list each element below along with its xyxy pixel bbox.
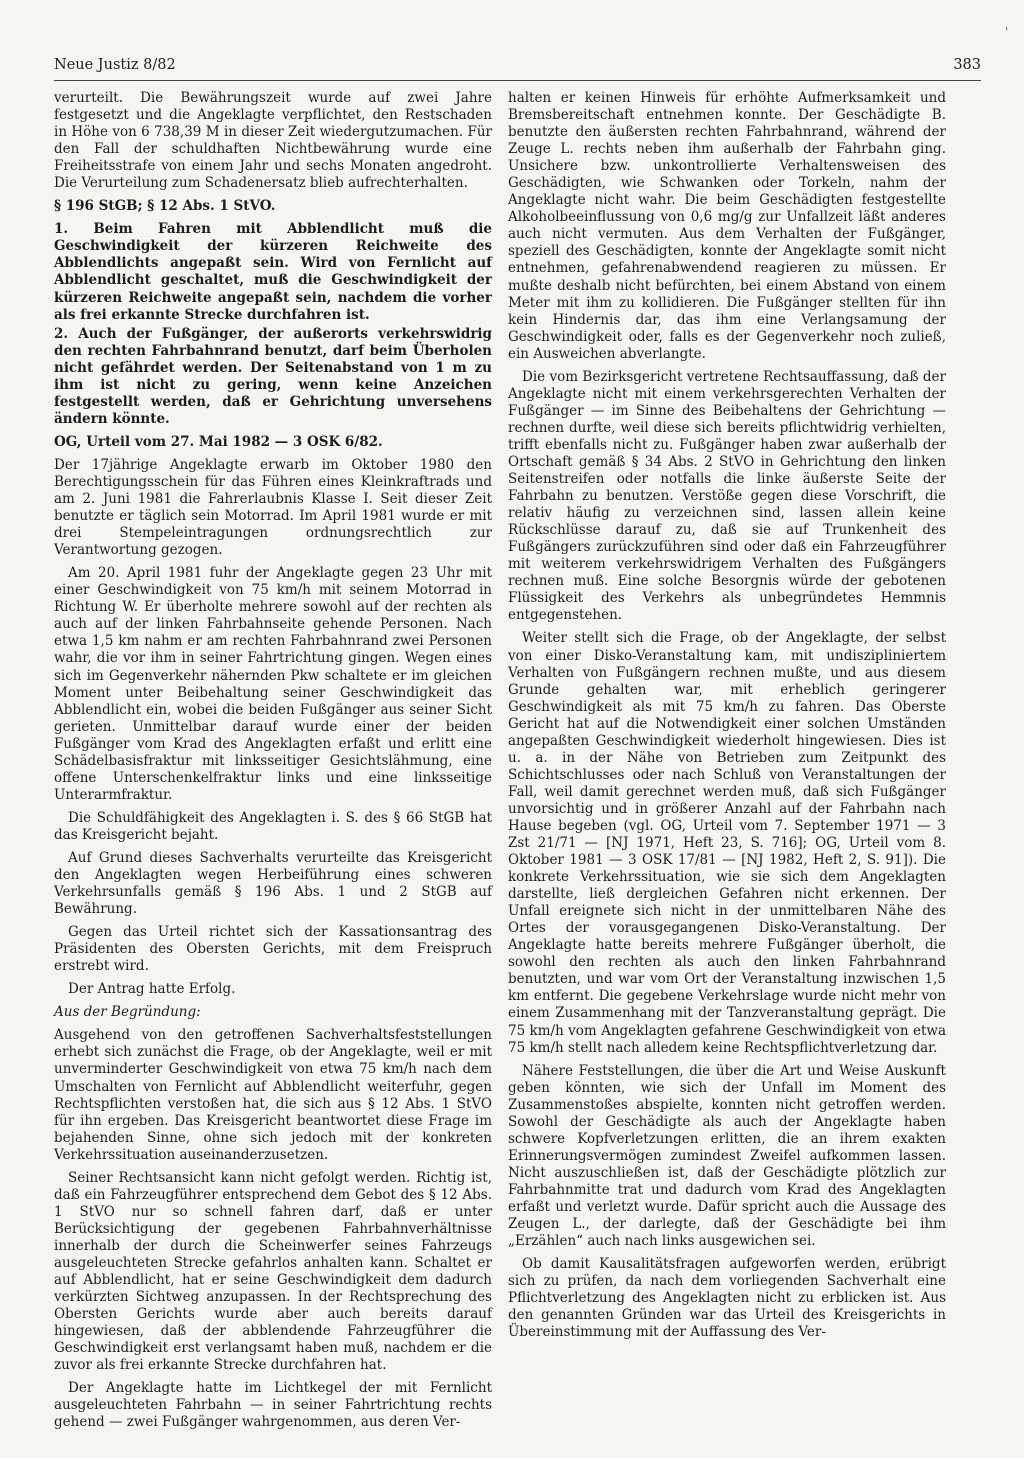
paragraph: Der 17jährige Angeklagte erwarb im Oktober 1980 den Berechtigungsschein für das Führen eines Kleinkraftrads und am 2. Juni 1981 die Fahrerlaubnis Klasse I. Seit dieser Zeit benutzte er täglich sein Motorrad. Im April 1981 wurde er mit drei Stempeleintragungen ordnungsrechtlich zur Verantwortung gezogen. — [54, 456, 492, 559]
paragraph: halten er keinen Hinweis für erhöhte Aufmerksamkeit und Bremsbereitschaft entnehmen konnte. Der Geschädigte B. benutzte den äußersten rechten Fahrbahnrand, während der Zeuge L. rechts neben ihm außerhalb der Fahrbahn ging. Unsichere bzw. unkontrollierte Verhaltensweisen des Geschädigten, wie Schwanken oder Torkeln, nahm der Angeklagte nicht wahr. Die beim Geschädigten festgestellte Alkoholbeeinflussung von 0,6 mg/g zur Unfallzeit läßt anderes auch nicht vermuten. Aus dem Verhalten der Fußgänger, speziell des Geschädigten, konnte der Angeklagte somit nicht entnehmen, gefahrenabwendend reagieren zu müssen. Er mußte deshalb nicht befürchten, bei einem Abstand von einem Meter mit ihm zu kollidieren. Die Fußgänger stellten für ihn kein Hindernis dar, das ihm eine Verlangsamung der Geschwindigkeit oder, falls es der Gegenverkehr noch zuließ, ein Ausweichen abverlangte. — [508, 90, 946, 362]
headnote-1: 1. Beim Fahren mit Abblendlicht muß die Geschwindigkeit der kürzeren Reichweite des Abblendlichts angepaßt sein. Wird von Fernlicht auf Abblendlicht geschaltet, muß die Geschwindigkeit der kürzeren Reichweite angepaßt sein, nachdem die vorher als frei erkannte Strecke durchfahren ist. — [54, 221, 492, 323]
paragraph: Der Angeklagte hatte im Lichtkegel der mit Fernlicht ausgeleuchteten Fahrbahn — in seiner Fahrtrichtung rechts gehend — zwei Fußgänger wahrgenommen, aus deren Ver- — [54, 1380, 492, 1431]
paragraph: Ausgehend von den getroffenen Sachverhaltsfeststellungen erhebt sich zunächst die Frage, ob der Angeklagte, weil er mit unverminderter Geschwindigkeit von etwa 75 km/h nach dem Umschalten von Fernlicht auf Abblendlicht weiterfuhr, gegen Rechtspflichten verstoßen hat, die sich aus § 12 Abs. 1 StVO für ihn ergeben. Das Kreisgericht beantwortet diese Frage im bejahenden Sinne, ohne sich jedoch mit der konkreten Verkehrssituation auseinanderzusetzen. — [54, 1027, 492, 1163]
headnote-2: 2. Auch der Fußgänger, der außerorts verkehrswidrig den rechten Fahrbahnrand benutzt, darf beim Überholen nicht gefährdet werden. Der Seitenabstand von 1 m zu ihm ist nicht zu gering, wenn keine Anzeichen festgestellt werden, daß er Gehrichtung unversehens ändern könnte. — [54, 325, 492, 427]
paragraph: Auf Grund dieses Sachverhalts verurteilte das Kreisgericht den Angeklagten wegen Herbeiführung eines schweren Verkehrsunfalls gemäß § 196 Abs. 1 und 2 StGB auf Bewährung. — [54, 849, 492, 918]
paragraph: Seiner Rechtsansicht kann nicht gefolgt werden. Richtig ist, daß ein Fahrzeugführer entsprechend dem Gebot des § 12 Abs. 1 StVO nur so schnell fahren darf, daß er unter Berücksichtigung der gegebenen Fahrbahnverhältnisse innerhalb der durch die Scheinwerfer seines Fahrzeugs ausgeleuchteten Strecke gefahrlos anhalten kann. Schaltet er auf Abblendlicht, hat er seine Geschwindigkeit dem dadurch verkürzten Sichtweg anzupassen. In der Rechtsprechung des Obersten Gerichts wurde aber auch bereits darauf hingewiesen, daß der abblendende Fahrzeugführer die Geschwindigkeit erst verlangsamt haben muß, nachdem er die zuvor als frei erkannte Strecke durchfahren hat. — [54, 1169, 492, 1374]
paragraph: verurteilt. Die Bewährungszeit wurde auf zwei Jahre festgesetzt und die Angeklagte verpflichtet, den Restschaden in Höhe von 6 738,39 M in dieser Zeit wiedergutzumachen. Für den Fall der schuldhaften Nichtbewährung wurde eine Freiheitsstrafe von einem Jahr und sechs Monaten angedroht. Die Verurteilung zum Schadenersatz blieb aufrechterhalten. — [54, 90, 492, 192]
reasons-heading: Aus der Begründung: — [54, 1004, 201, 1021]
paragraph: Der Antrag hatte Erfolg. — [68, 981, 236, 998]
paragraph: Die Schuldfähigkeit des Angeklagten i. S. des § 66 StGB hat das Kreisgericht bejaht. — [54, 809, 492, 843]
paragraph: Am 20. April 1981 fuhr der Angeklagte gegen 23 Uhr mit einer Geschwindigkeit von 75 km/h mit seinem Motorrad in Richtung W. Er überholte mehrere sowohl auf der rechten als auch auf der linken Fahrbahnseite gehende Personen. Nach etwa 1,5 km nahm er am rechten Fahrbahnrand zwei Personen wahr, die vor ihm in seiner Fahrtrichtung gingen. Wegen eines sich im Gegenverkehr nähernden Pkw schaltete er im gleichen Moment unter Beibehaltung seiner Geschwindigkeit das Abblendlicht ein, wobei die beiden Fußgänger aus seiner Sicht gerieten. Unmittelbar darauf wurde einer der beiden Fußgänger vom Krad des Angeklagten erfaßt und erlitt eine Schädelbasisfraktur mit linksseitiger Gesichtslähmung, eine offene Unterschenkelfraktur links und eine linksseitige Unterarmfraktur. — [54, 565, 492, 803]
journal-title: Neue Justiz 8/82 — [54, 57, 176, 73]
page-header — [54, 55, 981, 75]
right-column — [508, 90, 946, 1347]
left-column — [54, 90, 492, 1437]
header-rule — [54, 80, 981, 81]
margin-mark: ' — [1005, 25, 1009, 39]
paragraph: Ob damit Kausalitätsfragen aufgeworfen werden, erübrigt sich zu prüfen, da nach dem vorliegenden Sachverhalt eine Pflichtverletzung des Angeklagten nicht zu erblicken ist. Aus den genannten Gründen war das Urteil des Kreisgerichts in Übereinstimmung mit der Auffassung des Ver- — [508, 1256, 946, 1341]
paragraph: Nähere Feststellungen, die über die Art und Weise Auskunft geben könnten, wie sich der Unfall im Moment des Zusammenstoßes abspielte, konnten nicht getroffen werden. Sowohl der Geschädigte als auch der Angeklagte haben schwere Kopfverletzungen erlitten, die an ihrem exakten Erinnerungsvermögen zumindest Zweifel aufkommen lassen. Nicht auszuschließen ist, daß der Geschädigte plötzlich zur Fahrbahnmitte trat und dadurch vom Krad des Angeklagten erfaßt und verletzt wurde. Dafür spricht auch die Aussage des Zeugen L., der darlegte, daß der Geschädigte bei ihm „Erzählen“ auch nach links ausgewichen sei. — [508, 1062, 946, 1250]
paragraph: Gegen das Urteil richtet sich der Kassationsantrag des Präsidenten des Obersten Gerichts, mit dem Freispruch erstrebt wird. — [54, 924, 492, 975]
decision-citation: OG, Urteil vom 27. Mai 1982 — 3 OSK 6/82. — [54, 433, 383, 450]
page-number: 383 — [953, 57, 981, 73]
norms-heading: § 196 StGB; § 12 Abs. 1 StVO. — [54, 198, 276, 215]
paragraph: Die vom Bezirksgericht vertretene Rechtsauffassung, daß der Angeklagte nicht mit einem verkehrsgerechten Verhalten der Fußgänger — im Sinne des Beibehaltens der Gehrichtung — rechnen durfte, weil diese sich bereits pflichtwidrig verhielten, trifft ebenfalls nicht zu. Fußgänger haben zwar außerhalb der Ortschaft gemäß § 34 Abs. 2 StVO in Gehrichtung den linken Seitenstreifen oder notfalls die linke äußerste Seite der Fahrbahn zu benutzen. Verstöße gegen diese Vorschrift, die relativ häufig zu verzeichnen sind, lassen allein keine Rückschlüsse darauf zu, daß sie auf Trunkenheit des Fußgängers zurückzuführen sind oder daß ein Fahrzeugführer mit weiterem verkehrswidrigem Verhalten des Fußgängers rechnen muß. Eine solche Besorgnis würde der gebotenen Flüssigkeit des Verkehrs als unbegründetes Hemmnis entgegenstehen. — [508, 368, 946, 624]
paragraph: Weiter stellt sich die Frage, ob der Angeklagte, der selbst von einer Disko-Veranstaltung kam, mit undiszipliniertem Verhalten von Fußgängern rechnen mußte, und aus diesem Grunde gehalten war, mit erheblich geringerer Geschwindigkeit als mit 75 km/h zu fahren. Das Oberste Gericht hat auf die Notwendigkeit einer solchen Umständen angepaßten Geschwindigkeit wiederholt hingewiesen. Dies ist u. a. in der Nähe von Betrieben zum Zeitpunkt des Schichtschlusses oder nach Schluß von Veranstaltungen der Fall, weil damit gerechnet werden muß, daß sich Fußgänger unvorsichtig und in größerer Anzahl auf der Fahrbahn nach Hause begeben (vgl. OG, Urteil vom 7. September 1971 — 3 Zst 21/71 — [NJ 1971, Heft 23, S. 716]; OG, Urteil vom 8. Oktober 1981 — 3 OSK 17/81 — [NJ 1982, Heft 2, S. 91]). Die konkrete Verkehrssituation, wie sie sich dem Angeklagten darstellte, ließ dergleichen Gefahren nicht erkennen. Der Unfall ereignete sich nicht in der unmittelbaren Nähe des Ortes der vorausgegangenen Disko-Veranstaltung. Der Angeklagte hatte bereits mehrere Fußgänger überholt, die sowohl den rechten als auch den linken Fahrbahnrand benutzten, und war vom Ort der Veranstaltung inzwischen 1,5 km entfernt. Die gegebene Verkehrslage wurde nicht mehr von einem Zusammenhang mit der Tanzveranstaltung geprägt. Die 75 km/h vom Angeklagten gefahrene Geschwindigkeit von etwa 75 km/h stellt nach alledem keine Rechtspflichtverletzung dar. — [508, 630, 946, 1056]
